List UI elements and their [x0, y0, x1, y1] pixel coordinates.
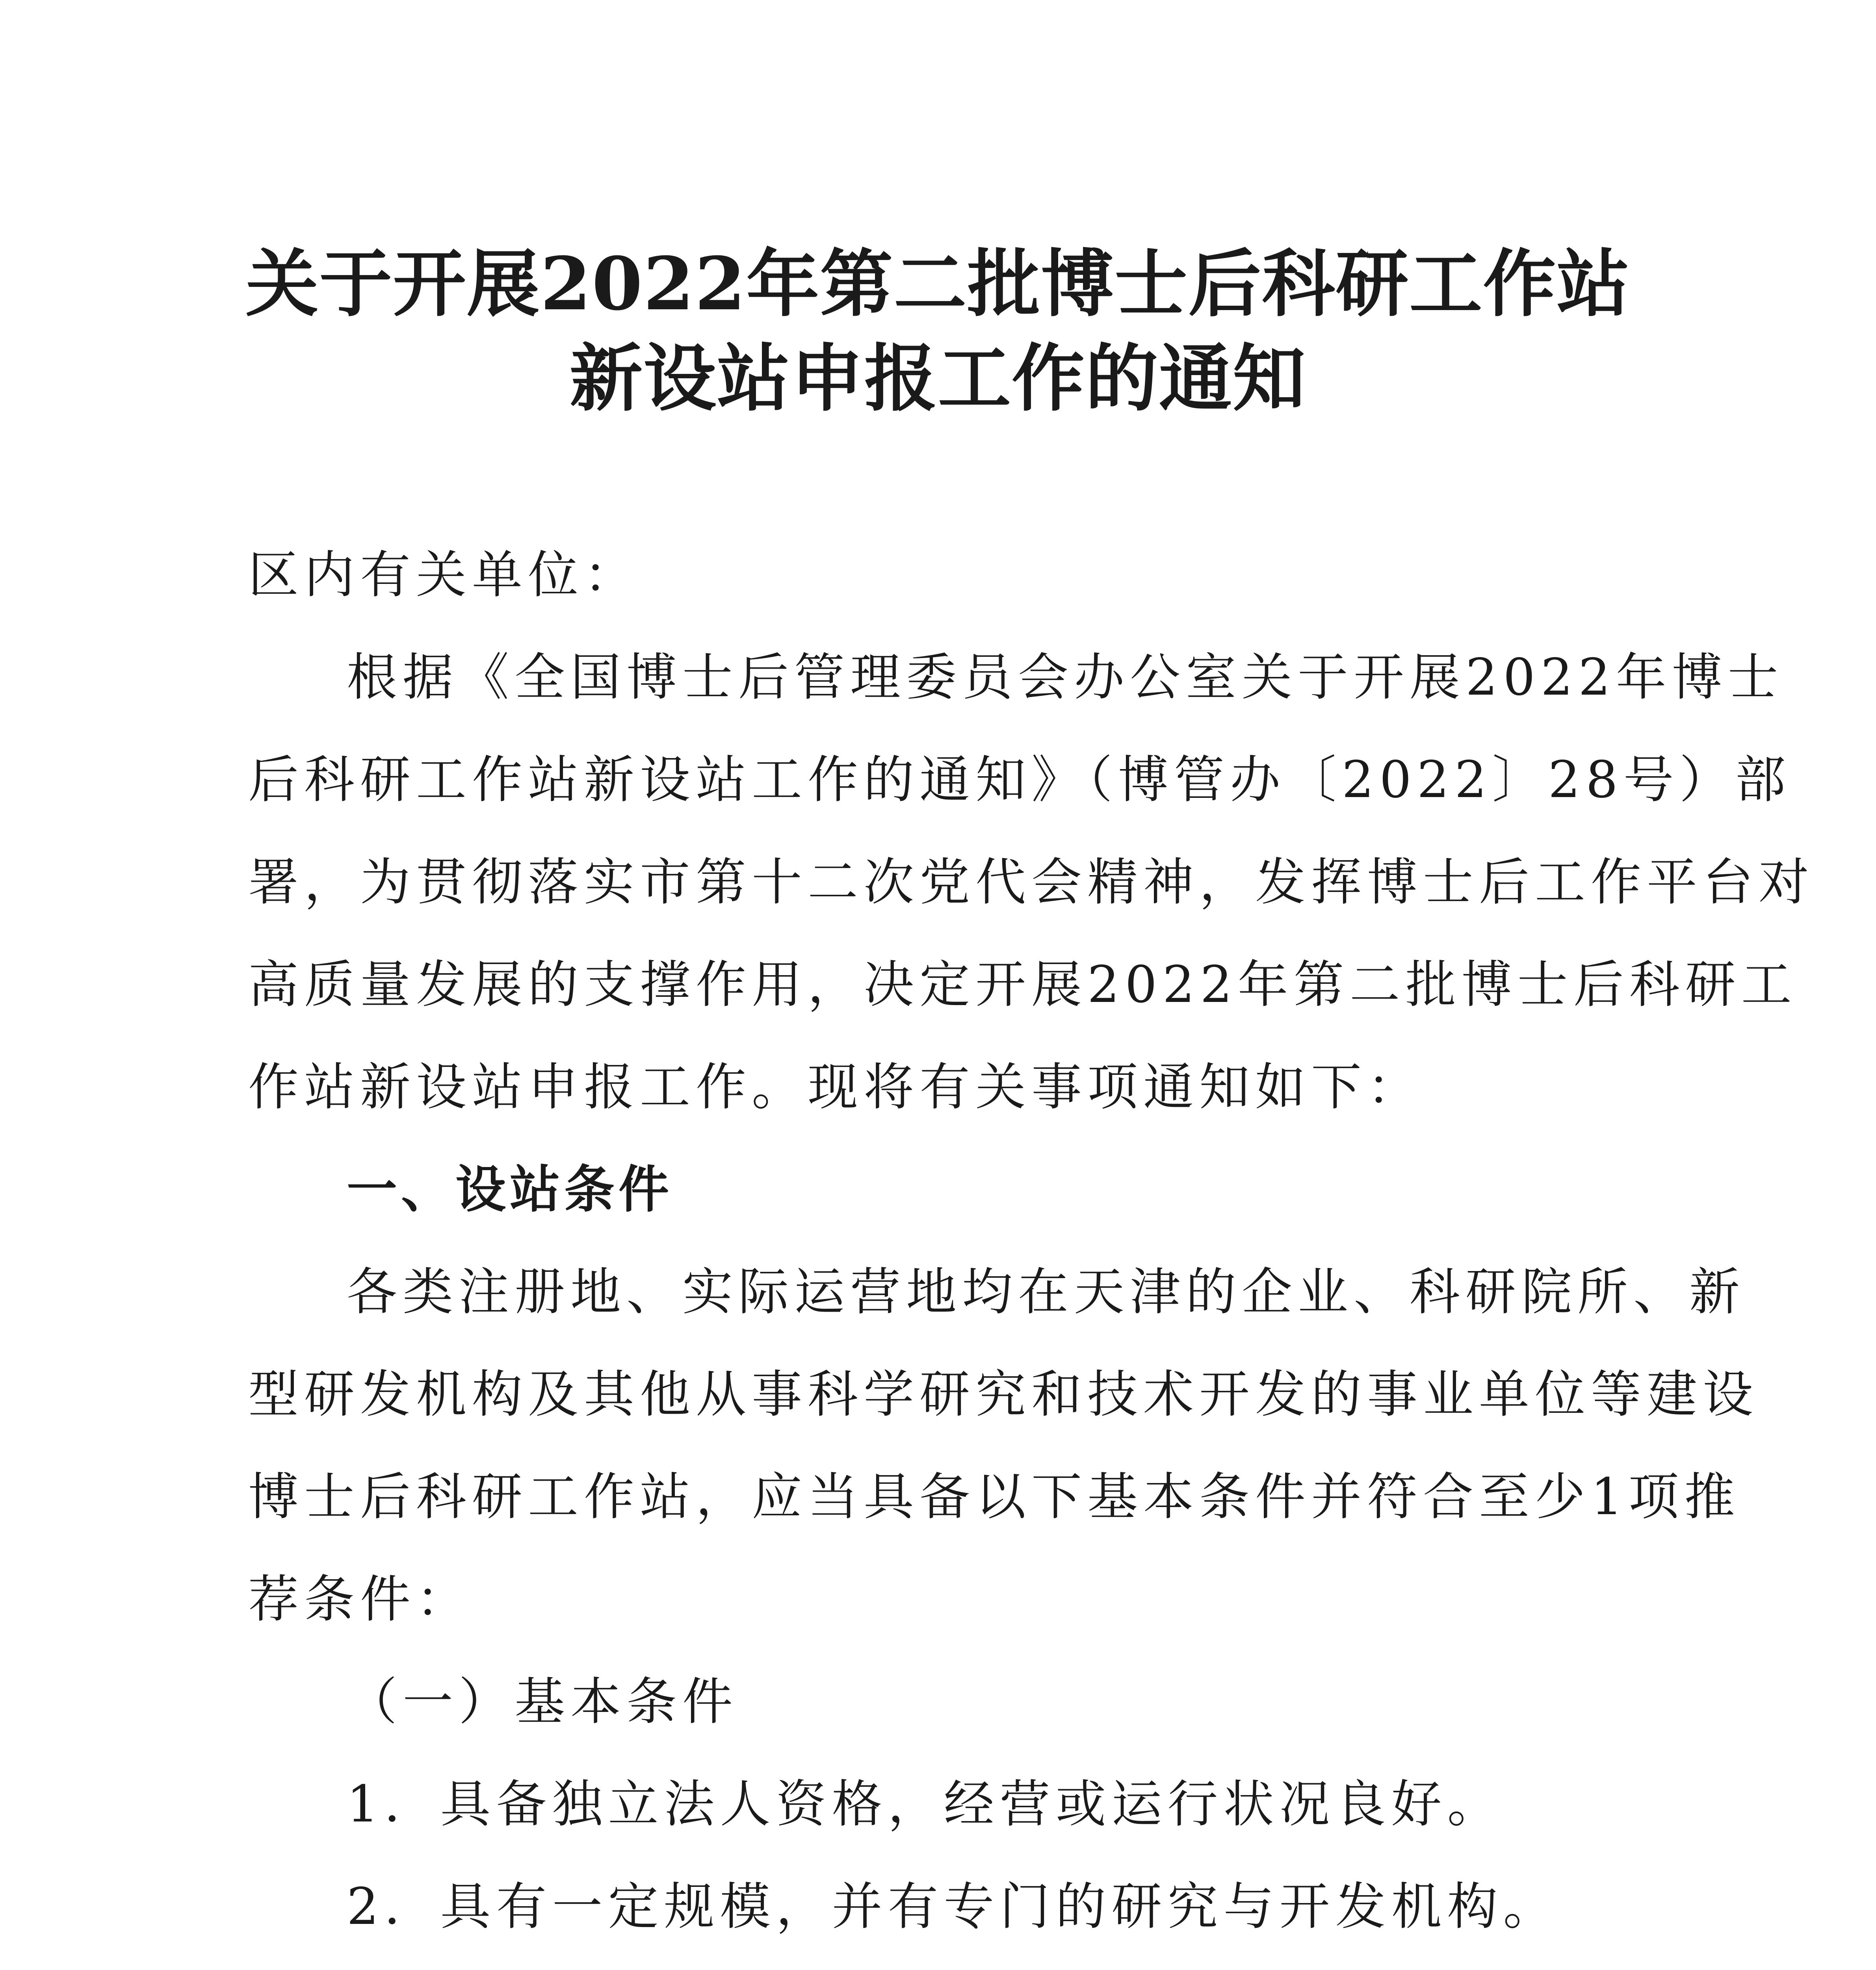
section1-line-1: 各类注册地、实际运营地均在天津的企业、科研院所、新 — [347, 1263, 1746, 1321]
section-heading-1: 一、设站条件 — [347, 1160, 673, 1219]
document-title-line-2: 新设站申报工作的通知 — [570, 335, 1306, 421]
section1-line-2: 型研发机构及其他从事科学研究和技术开发的事业单位等建设 — [248, 1365, 1759, 1424]
intro-line-5: 作站新设站申报工作。现将有关事项通知如下： — [248, 1058, 1423, 1117]
intro-line-1: 根据《全国博士后管理委员会办公室关于开展2022年博士 — [347, 648, 1784, 707]
document-title-line-1: 关于开展2022年第二批博士后科研工作站 — [245, 241, 1631, 327]
section1-line-4: 荐条件： — [248, 1570, 472, 1629]
condition-line-1: 1．具备独立法人资格，经营或运行状况良好。 — [347, 1775, 1503, 1834]
intro-line-3: 署，为贯彻落实市第十二次党代会精神，发挥博士后工作平台对 — [248, 853, 1815, 912]
intro-line-2: 后科研工作站新设站工作的通知》（博管办〔2022〕28号）部 — [248, 751, 1791, 809]
condition-line-3 — [347, 1966, 1783, 1970]
subsection-heading-1: （一）基本条件 — [347, 1673, 739, 1731]
condition-line-2: 2．具有一定规模，并有专门的研究与开发机构。 — [347, 1877, 1559, 1936]
intro-line-4: 高质量发展的支撑作用，决定开展2022年第二批博士后科研工 — [248, 955, 1797, 1014]
salutation: 区内有关单位： — [248, 546, 640, 604]
section1-line-3: 博士后科研工作站，应当具备以下基本条件并符合至少1项推 — [248, 1468, 1740, 1526]
